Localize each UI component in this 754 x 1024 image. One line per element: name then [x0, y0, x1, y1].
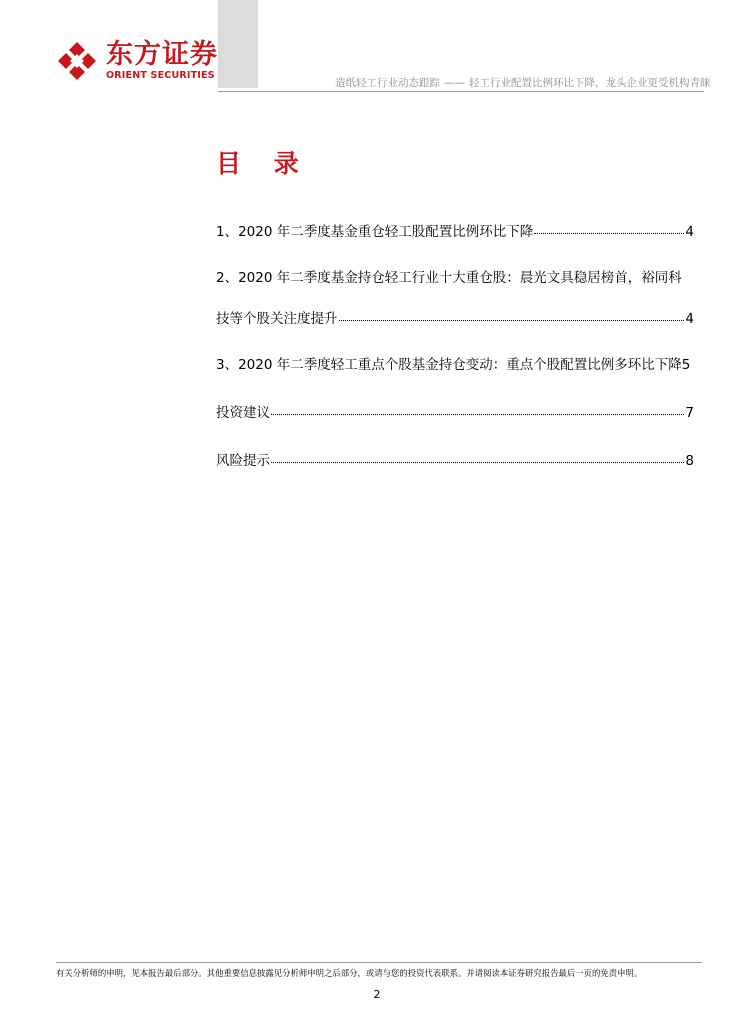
header-gray-bar	[218, 0, 258, 88]
toc-entry-4[interactable]	[216, 402, 694, 422]
report-subtitle: 轻工行业配置比例环比下降，龙头企业更受机构青睐	[469, 77, 711, 89]
toc-page-number: 4	[685, 311, 694, 327]
toc-title: 目 录	[216, 149, 311, 178]
toc-entry-1[interactable]	[216, 221, 694, 241]
toc-leader-dots	[271, 448, 684, 463]
toc-entry-text: 技等个股关注度提升	[216, 311, 338, 327]
toc-leader-dots	[271, 400, 684, 415]
toc-entry-3[interactable]: 3、2020 年二季度轻工重点个股基金持仓变动：重点个股配置比例多环比下降5	[216, 357, 691, 373]
footer-divider	[56, 962, 702, 963]
report-series: 造纸轻工行业动态跟踪	[335, 77, 440, 89]
toc-leader-dots	[534, 219, 684, 234]
toc-leader-dots	[339, 306, 685, 321]
page-number: 2	[373, 988, 381, 1001]
logo-chinese-name: 东方证券	[106, 39, 218, 70]
toc-entry-text: 投资建议	[216, 405, 270, 421]
logo-english-name: ORIENT SECURITIES	[106, 70, 215, 81]
title-separator: ——	[444, 77, 465, 89]
orient-logo-icon	[56, 40, 98, 82]
toc-entry-text: 1、2020 年二季度基金重仓轻工股配置比例环比下降	[216, 224, 534, 240]
logo	[56, 40, 216, 86]
toc-page-number: 4	[685, 224, 694, 240]
toc-entry-2[interactable]	[216, 308, 694, 328]
header-report-title	[335, 76, 711, 90]
header-divider	[218, 91, 704, 92]
footer-disclaimer: 有关分析师的申明，见本报告最后部分。其他重要信息披露见分析师申明之后部分，或请与您的投资代表联系。并请阅读本证券研究报告最后一页的免责申明。	[56, 968, 643, 978]
toc-page-number: 7	[685, 405, 694, 421]
toc-page-number: 8	[685, 453, 694, 469]
toc-entry-text: 风险提示	[216, 453, 270, 469]
toc-entry-5[interactable]	[216, 450, 694, 470]
toc-entry-2-line1[interactable]: 2、2020 年二季度基金持仓轻工行业十大重仓股：晨光文具稳居榜首，裕同科	[216, 270, 682, 286]
